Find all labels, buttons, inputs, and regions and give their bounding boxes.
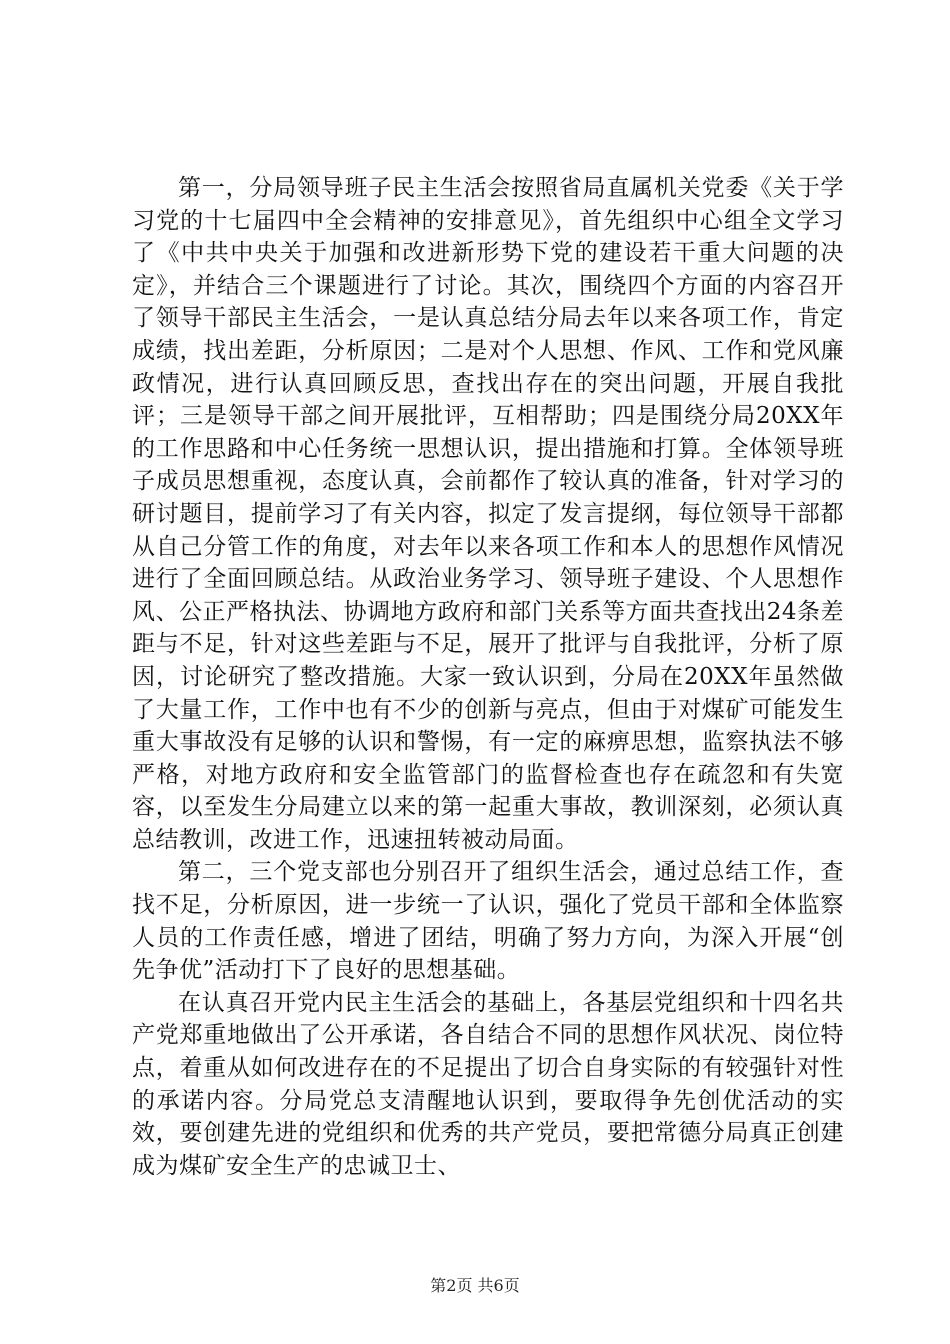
page-footer: 第2页 共6页 [430, 1276, 520, 1295]
paragraph-1: 第一，分局领导班子民主生活会按照省局直属机关党委《关于学习党的十七届四中全会精神的安排意见》，首先组织中心组全文学习了《中共中央关于加强和改进新形势下党的建设若干重大问题的决定》，并结合三个课题进行了讨论。其次，围绕四个方面的内容召开了领导干部民主生活会，一是认真总结分局去年以来各项工作，肯定成绩，找出差距，分析原因；二是对个人思想、作风、工作和党风廉政情况，进行认真回顾反思，查找出存在的突出问题，开展自我批评；三是领导干部之间开展批评，互相帮助；四是围绕分局20XX年的工作思路和中心任务统一思想认识，提出措施和打算。全体领导班子成员思想重视，态度认真，会前都作了较认真的准备，针对学习的研讨题目，提前学习了有关内容，拟定了发言提纲，每位领导干部都从自己分管工作的角度，对去年以来各项工作和本人的思想作风情况进行了全面回顾总结。从政治业务学习、领导班子建设、个人思想作风、公正严格执法、协调地方政府和部门关系等方面共查找出24条差距与不足，针对这些差距与不足，展开了批评与自我批评，分析了原因，讨论研究了整改措施。大家一致认识到，分局在20XX年虽然做了大量工作，工作中也有不少的创新与亮点，但由于对煤矿可能发生重大事故没有足够的认识和警惕，有一定的麻痹思想，监察执法不够严格，对地方政府和安全监管部门的监督检查也存在疏忽和有失宽容，以至发生分局建立以来的第一起重大事故，教训深刻，必须认真总结教训，改进工作，迅速扭转被动局面。 [132, 175, 844, 853]
paragraph-3: 在认真召开党内民主生活会的基础上，各基层党组织和十四名共产党郑重地做出了公开承诺，各自结合不同的思想作风状况、岗位特点，着重从如何改进存在的不足提出了切合自身实际的有较强针对性的承诺内容。分局党总支清醒地认识到，要取得争先创优活动的实效，要创建先进的党组织和优秀的共产党员，要把常德分局真正创建成为煤矿安全生产的忠诚卫士、 [132, 989, 844, 1179]
paragraph-2: 第二，三个党支部也分别召开了组织生活会，通过总结工作，查找不足，分析原因，进一步统一了认识，强化了党员干部和全体监察人员的工作责任感，增进了团结，明确了努力方向，为深入开展“创先争优”活动打下了良好的思想基础。 [132, 859, 844, 984]
document-body [132, 172, 844, 1182]
